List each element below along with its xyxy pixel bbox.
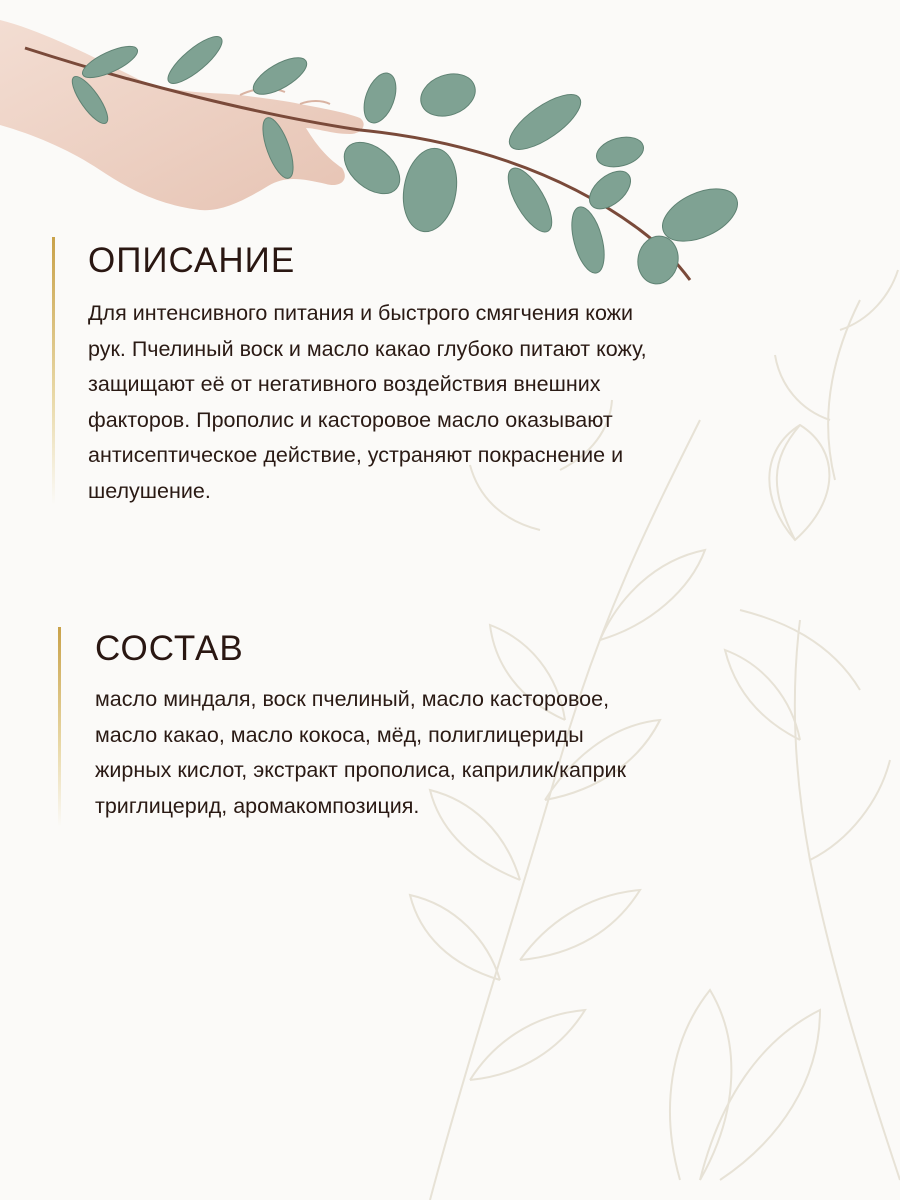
description-accent-line: [52, 237, 55, 505]
composition-text: масло миндаля, воск пчелиный, масло касторовое, масло какао, масло кокоса, мёд, полиглицериды жирных кислот, экстракт прополиса, каприлик/каприк триглицерид, аромакомпозиция.: [95, 687, 626, 818]
composition-accent-line: [58, 627, 61, 827]
composition-heading: СОСТАВ: [95, 629, 244, 668]
description-text: Для интенсивного питания и быстрого смягчения кожи рук. Пчелиный воск и масло какао глубоко питают кожу, защищают её от негативного воздействия внешних факторов. Прополис и касторовое масло оказывают антисептическое действие, устраняют покраснение и шелушение.: [88, 301, 647, 503]
description-heading: ОПИСАНИЕ: [88, 241, 296, 280]
